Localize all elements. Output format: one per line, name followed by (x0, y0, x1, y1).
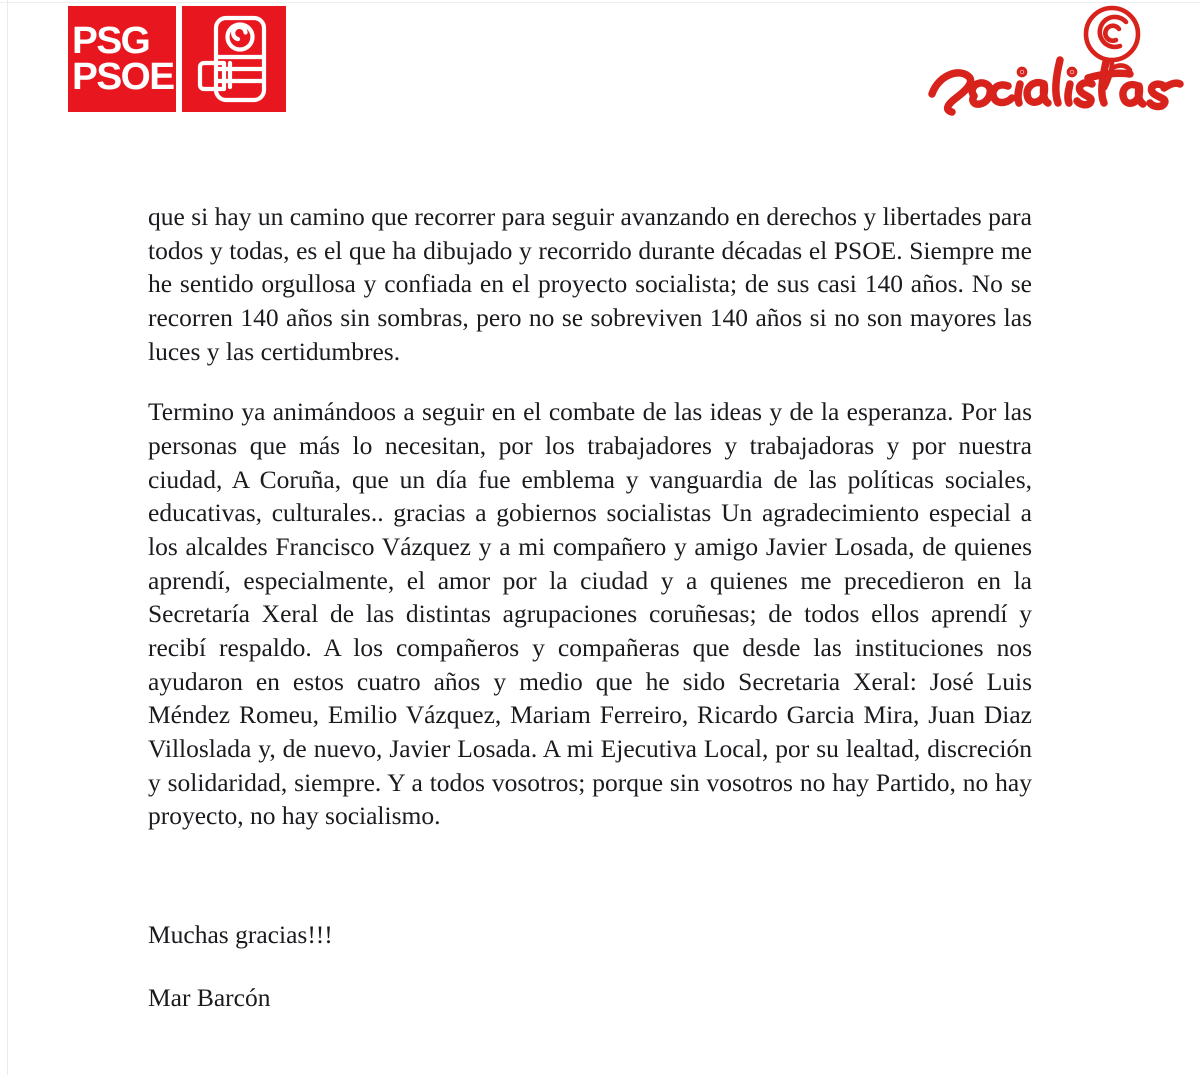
rose-and-fist-emblem-box (182, 6, 286, 112)
socialistas-logo (916, 2, 1186, 122)
psg-psoe-logo (68, 6, 286, 112)
scan-edge-left (7, 0, 8, 1075)
signature-spacer (148, 951, 1032, 981)
paragraph-2: Termino ya animándoos a seguir en el combate de las ideas y de la esperanza. Por las personas que más lo necesitan, por los trabajadores y trabajadoras y por nuestra ciudad, A Coruña, que un día fue emblema y vanguardia de las políticas sociales, educativas, culturales.. gracias a gobiernos socialistas Un agradecimiento especial a los alcaldes Francisco Vázquez y a mi compañero y amigo Javier Losada, de quienes aprendí, especialmente, el amor por la ciudad y a quienes me precedieron en la Secretaría Xeral de las distintas agrupaciones coruñesas; de todos ellos aprendí y recibí respaldo. A los compañeros y compañeras que desde las instituciones nos ayudaron en estos cuatro años y medio que he sido Secretaria Xeral: José Luis Méndez Romeu, Emilio Vázquez, Mariam Ferreiro, Ricardo Garcia Mira, Juan Diaz Villoslada y, de nuevo, Javier Losada. A mi Ejecutiva Local, por su lealtad, discreción y solidaridad, siempre. Y a todos vosotros; porque sin vosotros no hay Partido, no hay proyecto, no hay socialismo. (148, 397, 1032, 831)
closing-spacer (148, 860, 1032, 918)
letter-body (148, 200, 1032, 1015)
letterhead (0, 0, 1200, 135)
rose-and-fist-icon (196, 13, 272, 105)
psg-psoe-wordmark-box (68, 6, 176, 112)
socialistas-wordmark-icon (916, 2, 1186, 122)
signature-name: Mar Barcón (148, 983, 271, 1013)
closing-thanks: Muchas gracias!!! (148, 919, 333, 949)
psoe-label: PSOE (72, 56, 174, 98)
paragraph-1: que si hay un camino que recorrer para seguir avanzando en derechos y libertades para todos y todas, es el que ha dibujado y recorrido durante décadas el PSOE. Siempre me he sentido orgullosa y confiada en el proyecto socialista; de sus casi 140 años. No se recorren 140 años sin sombras, pero no se sobreviven 140 años si no son mayores las luces y las certidumbres. (148, 202, 1032, 366)
psg-label: PSG (72, 19, 150, 62)
